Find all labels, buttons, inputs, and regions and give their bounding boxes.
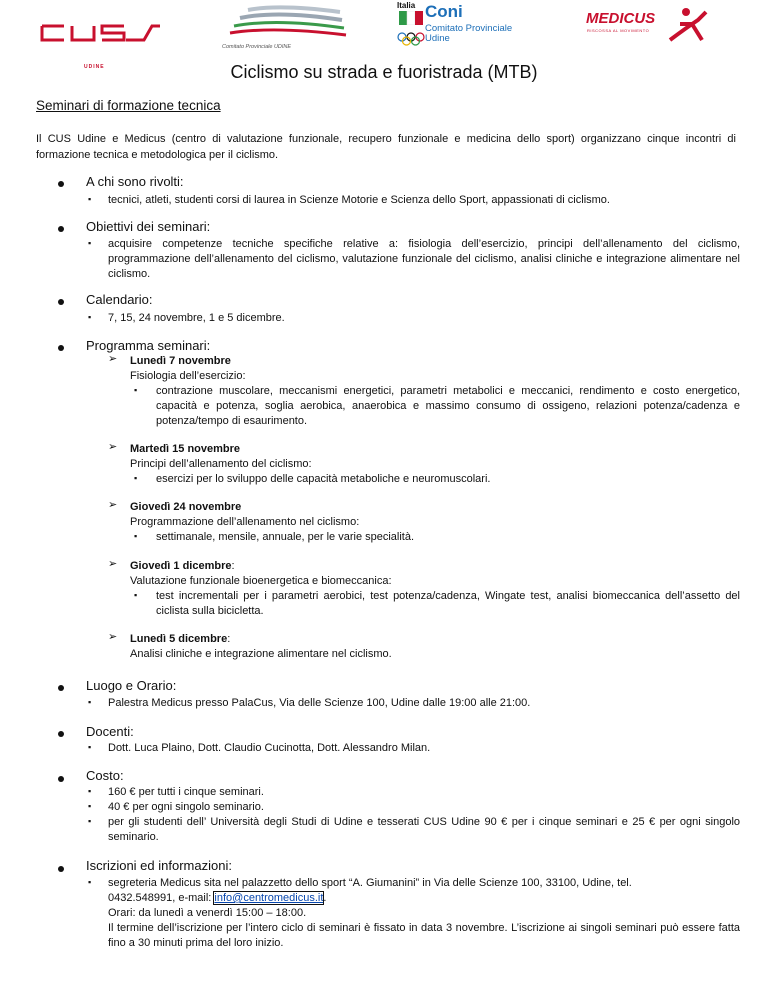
arrow-bullet-icon: ➢	[108, 499, 118, 511]
bullet-icon	[58, 226, 64, 232]
iscrizioni-line2	[108, 891, 740, 906]
iscrizioni-line2-end: .	[323, 892, 327, 904]
iscrizioni-termine: Il termine dell’iscrizione per l’intero ciclo di seminari è fissato in data 3 novembre. L’iscrizione ai singoli seminari può essere fatta fino a 30 minuti prima del loro inizio.	[108, 922, 740, 949]
heading-rivolti: A chi sono rivolti:	[86, 174, 184, 189]
session-topic: Programmazione dell’allenamento nel ciclismo:	[130, 516, 360, 528]
bullet-icon	[58, 181, 64, 187]
arrow-bullet-icon: ➢	[108, 631, 118, 643]
session-date: Lunedì 5 dicembre	[130, 633, 228, 645]
small-bullet-icon: ▪	[134, 531, 138, 541]
coni-logo	[395, 0, 535, 50]
small-bullet-icon: ▪	[88, 877, 92, 887]
arrow-bullet-icon: ➢	[108, 353, 118, 365]
olympic-rings-icon	[397, 32, 425, 46]
session-topic: Principi dell’allenamento del ciclismo:	[130, 458, 312, 470]
small-bullet-icon: ▪	[88, 194, 92, 204]
iscrizioni-item	[108, 876, 740, 951]
small-bullet-icon: ▪	[88, 816, 92, 826]
bullet-icon	[58, 731, 64, 737]
coni-subtitle	[425, 24, 512, 44]
session-detail: test incrementali per i parametri aerobici, test potenza/cadenza, Wingate test, analisi biomeccanica dell’assetto del ciclista sulla bicicletta.	[156, 590, 740, 617]
small-bullet-icon: ▪	[88, 312, 92, 322]
coni-wordmark: Coni	[425, 2, 463, 21]
rivolti-item: tecnici, atleti, studenti corsi di laurea in Scienze Motorie e Scienza dello Sport, appassionati di ciclismo.	[108, 194, 610, 206]
session-detail: settimanale, mensile, annuale, per le varie specialità.	[156, 531, 415, 543]
bullet-icon	[58, 685, 64, 691]
session-topic: Analisi cliniche e integrazione alimentare nel ciclismo.	[130, 648, 392, 660]
session-date-suffix: :	[227, 633, 231, 645]
small-bullet-icon: ▪	[88, 238, 92, 248]
provincial-committee-label: Comitato Provinciale UDINE	[222, 44, 292, 50]
small-bullet-icon: ▪	[88, 697, 92, 707]
bullet-icon	[58, 345, 64, 351]
heading-iscrizioni: Iscrizioni ed informazioni:	[86, 858, 232, 873]
coni-italia-label: Italia	[397, 1, 416, 10]
session-detail: contrazione muscolare, meccanismi energetici, parametri metabolici e meccanici, rendimento e costo energetico, capacità e potenza, soglia aerobica, anaerobica e massimo consumo di ossigeno, relazioni potenza/cadenza e potenza/tempo di esaurimento.	[156, 385, 740, 427]
intro-paragraph: Il CUS Udine e Medicus (centro di valutazione funzionale, recupero funzionale e medicina dello sport) organizzano cinque incontri di formazione tecnica e metodologica per il ciclismo.	[36, 133, 736, 161]
iscrizioni-line1: segreteria Medicus sita nel palazzetto dello sport “A. Giumanini” in Via delle Scienze 100, 33100, Udine, tel.	[108, 877, 632, 889]
obiettivi-item: acquisire competenze tecniche specifiche relative a: fisiologia dell’esercizio, principi dell’allenamento del ciclismo, programmazione dell’allenamento del ciclismo, valutazione funzionale del ciclismo, analisi cliniche e integrazione alimentare nel ciclismo.	[108, 238, 740, 280]
medicus-tagline: RISCOSSA AL MOVIMENTO	[587, 28, 650, 33]
costo-item: 160 € per tutti i cinque seminari.	[108, 786, 264, 798]
arrow-bullet-icon: ➢	[108, 441, 118, 453]
iscrizioni-orari: Orari: da lunedì a venerdì 15:00 – 18:00.	[108, 907, 307, 919]
session-4	[130, 559, 740, 589]
heading-calendario: Calendario:	[86, 292, 153, 307]
session-2	[130, 442, 740, 472]
logo-header	[0, 0, 768, 70]
bullet-icon	[58, 866, 64, 872]
medicus-logo	[584, 4, 714, 46]
small-bullet-icon: ▪	[134, 473, 138, 483]
heading-docenti: Docenti:	[86, 724, 134, 739]
heading-obiettivi: Obiettivi dei seminari:	[86, 219, 211, 234]
heading-programma: Programma seminari:	[86, 338, 211, 353]
bullet-icon	[58, 299, 64, 305]
docenti-item: Dott. Luca Plaino, Dott. Claudio Cucinotta, Dott. Alessandro Milan.	[108, 742, 431, 754]
bullet-icon	[58, 776, 64, 782]
costo-item: 40 € per ogni singolo seminario.	[108, 801, 264, 813]
section-subtitle: Seminari di formazione tecnica	[36, 98, 221, 113]
session-date: Lunedì 7 novembre	[130, 355, 231, 367]
heading-costo: Costo:	[86, 768, 124, 783]
arrow-bullet-icon: ➢	[108, 558, 118, 570]
coni-subtitle-line1: Comitato Provinciale	[425, 23, 513, 34]
heading-luogo: Luogo e Orario:	[86, 678, 177, 693]
session-3	[130, 500, 740, 530]
session-topic: Valutazione funzionale bioenergetica e biomeccanica:	[130, 575, 392, 587]
iscrizioni-phone: 0432.548991, e-mail:	[108, 892, 212, 904]
email-link[interactable]: info@centromedicus.it	[214, 892, 324, 904]
small-bullet-icon: ▪	[134, 590, 138, 600]
coni-flag-icon	[399, 11, 423, 25]
small-bullet-icon: ▪	[88, 742, 92, 752]
small-bullet-icon: ▪	[88, 786, 92, 796]
provincial-committee-logo	[220, 4, 358, 52]
costo-item: per gli studenti dell’ Università degli Studi di Udine e tesserati CUS Udine 90 € per i cinque seminari e 25 € per ogni singolo seminario.	[108, 816, 740, 843]
calendario-item: 7, 15, 24 novembre, 1 e 5 dicembre.	[108, 312, 285, 324]
session-date-suffix: :	[231, 560, 235, 572]
page-title: Ciclismo su strada e fuoristrada (MTB)	[230, 62, 538, 82]
small-bullet-icon: ▪	[134, 385, 138, 395]
cus-udine-logo	[40, 22, 162, 70]
session-topic: Fisiologia dell’esercizio:	[130, 370, 246, 382]
luogo-item: Palestra Medicus presso PalaCus, Via delle Scienze 100, Udine dalle 19:00 alle 21:00.	[108, 697, 531, 709]
session-1	[130, 354, 740, 384]
runner-swoosh-icon	[666, 6, 712, 46]
session-detail: esercizi per lo sviluppo delle capacità metaboliche e neuromuscolari.	[156, 473, 491, 485]
session-date: Giovedì 24 novembre	[130, 501, 242, 513]
coni-subtitle-line2: Udine	[425, 33, 450, 44]
session-date: Martedì 15 novembre	[130, 443, 241, 455]
session-5	[130, 632, 740, 662]
medicus-wordmark: MEDICUS	[586, 10, 656, 27]
cus-logo-subtitle: UDINE	[84, 64, 105, 70]
small-bullet-icon: ▪	[88, 801, 92, 811]
session-date: Giovedì 1 dicembre	[130, 560, 232, 572]
